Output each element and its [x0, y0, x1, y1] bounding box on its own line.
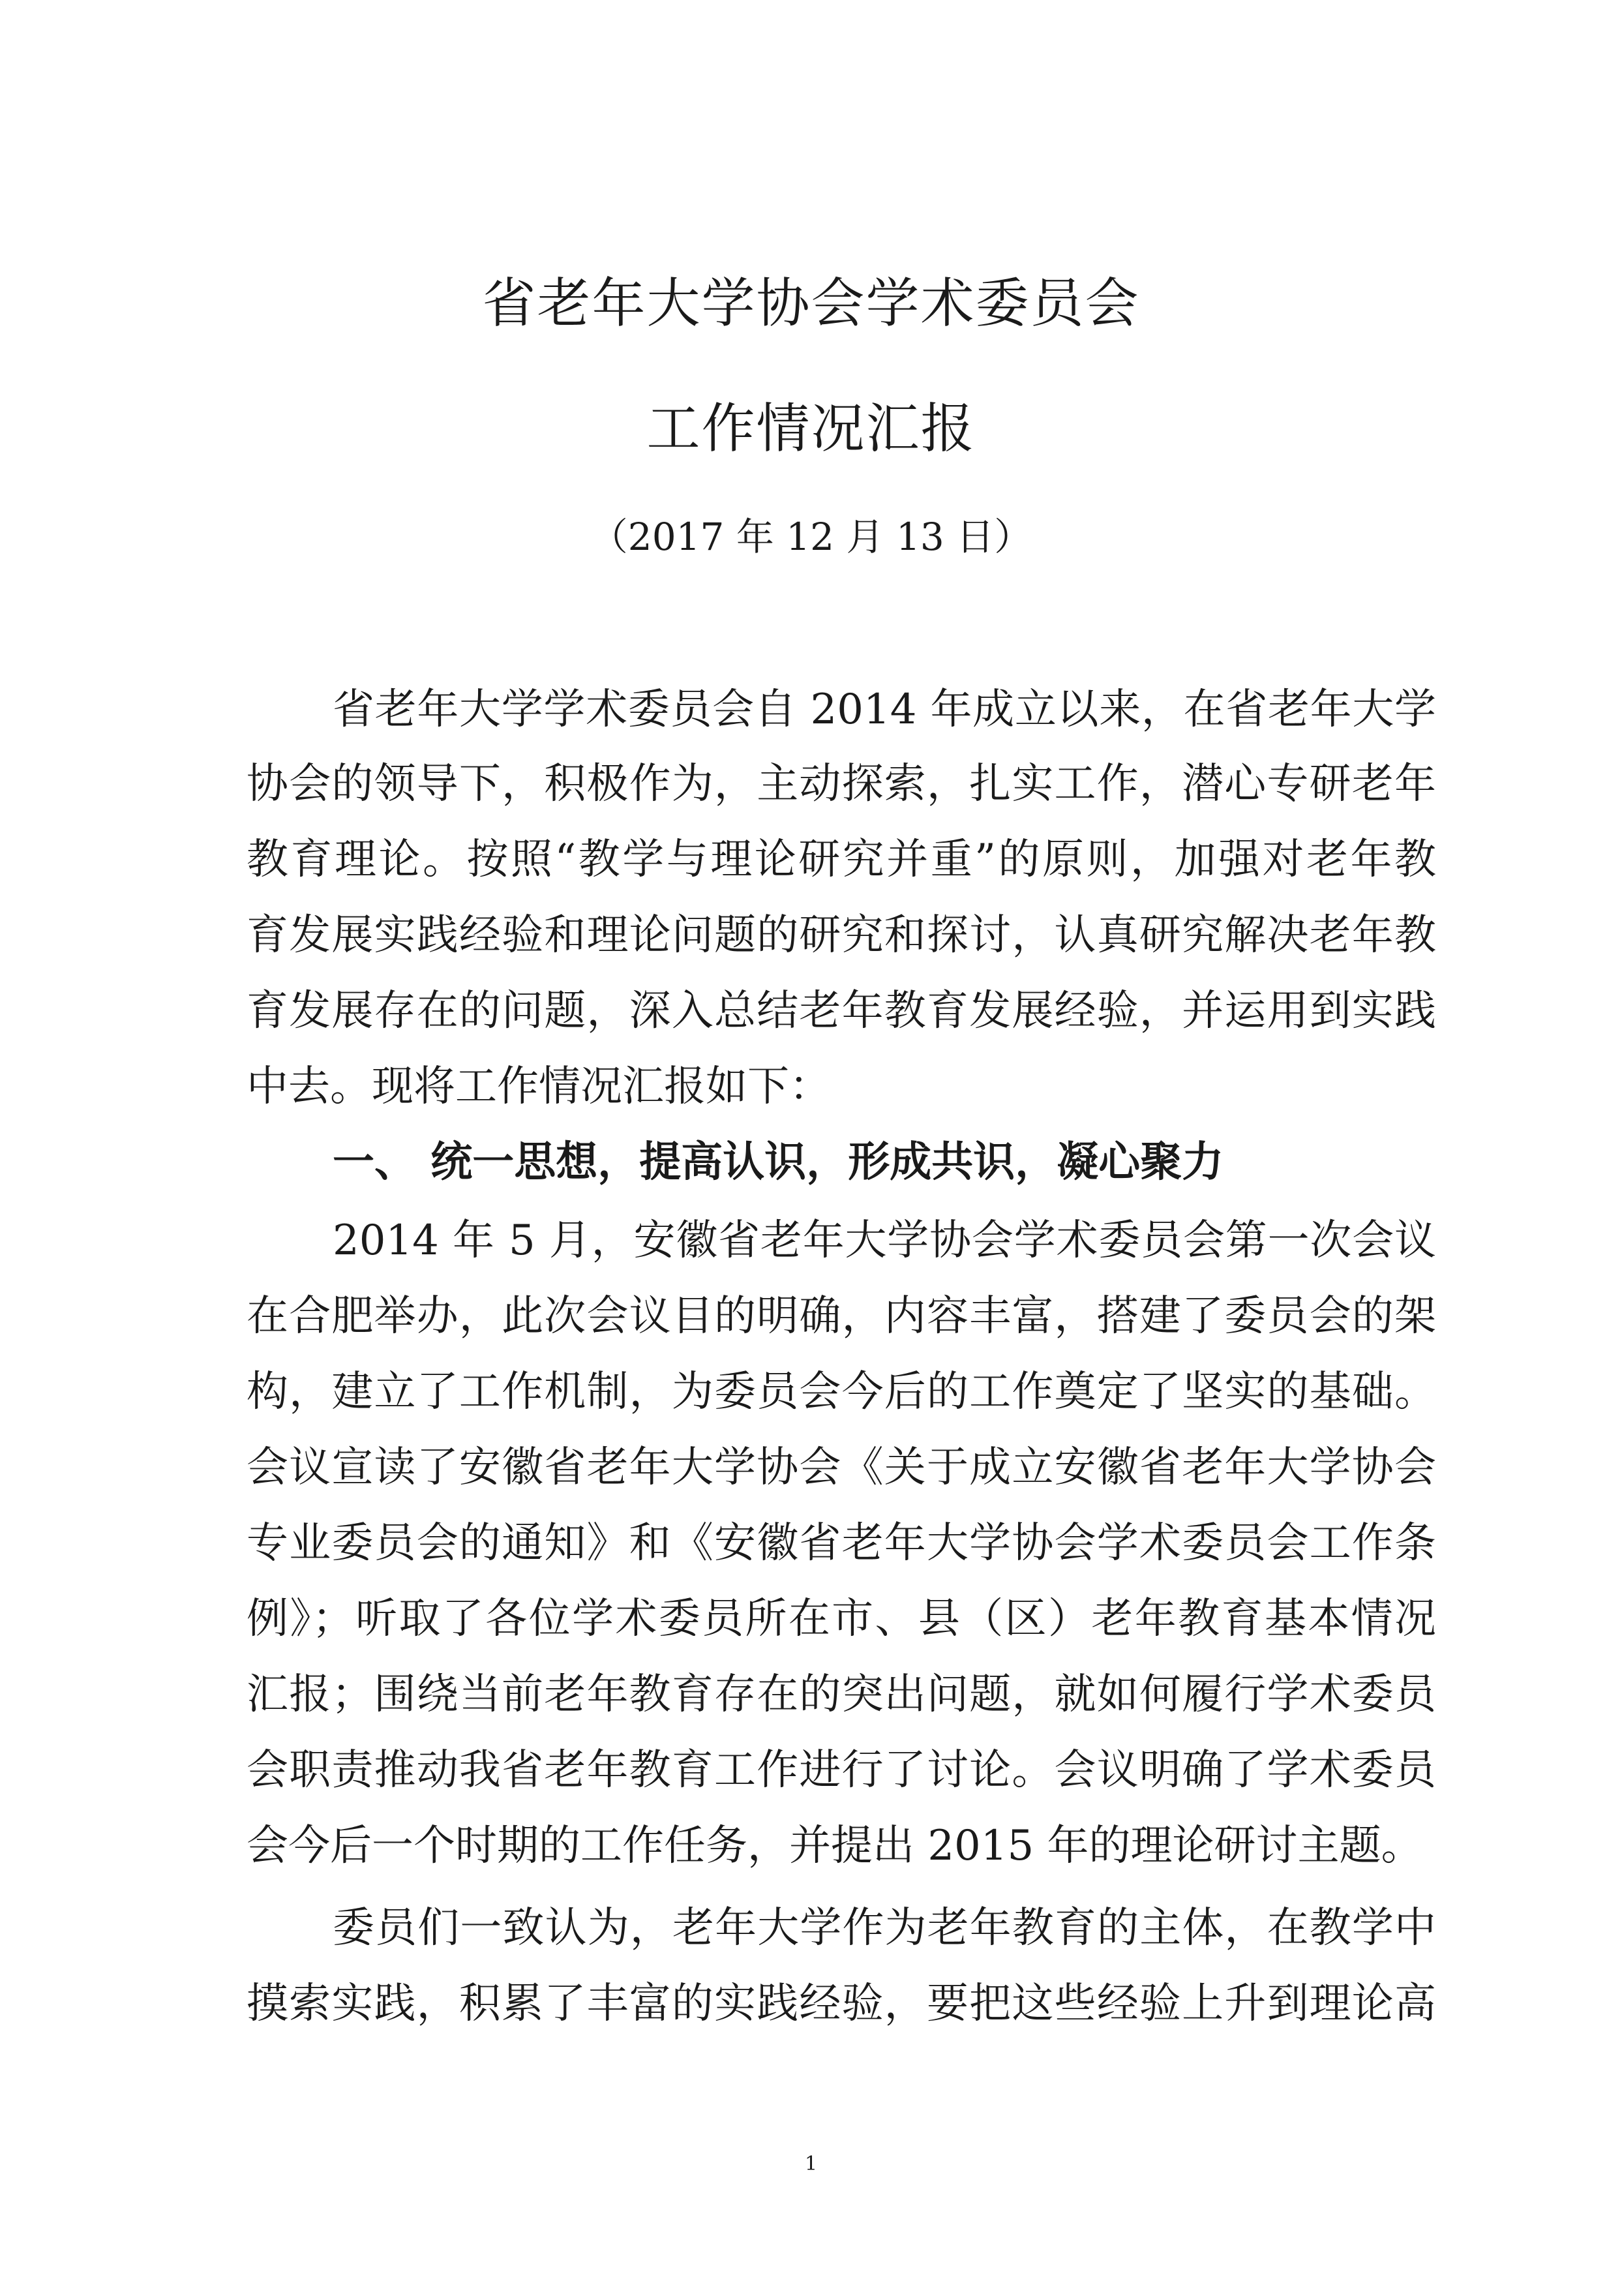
paragraph1-line: 协会的领导下，积极作为，主动探索，扎实工作，潜心专研老年 [247, 760, 1436, 808]
page-number: 1 [804, 2152, 818, 2175]
paragraph2-line: 构，建立了工作机制，为委员会今后的工作奠定了坚实的基础。 [247, 1368, 1436, 1416]
paragraph1-line: 育发展实践经验和理论问题的研究和探讨，认真研究解决老年教 [247, 911, 1436, 959]
paragraph2-line: 会议宣读了安徽省老年大学协会《关于成立安徽省老年大学协会 [247, 1443, 1436, 1492]
paragraph2-line: 会职责推动我省老年教育工作进行了讨论。会议明确了学术委员 [247, 1746, 1436, 1794]
paragraph2-line: 例》；听取了各位学术委员所在市、县（区）老年教育基本情况 [247, 1595, 1436, 1643]
paragraph1-line: 教育理论。按照“教学与理论研究并重”的原则，加强对老年教 [247, 836, 1436, 884]
document-title-line1: 省老年大学协会学术委员会 [482, 273, 1140, 335]
paragraph3-line: 委员们一致认为，老年大学作为老年教育的主体，在教学中 [333, 1904, 1436, 1952]
paragraph1-line: 中去。现将工作情况汇报如下： [247, 1063, 831, 1111]
paragraph1-line: 育发展存在的问题，深入总结老年教育发展经验，并运用到实践 [247, 987, 1436, 1035]
paragraph2-line: 在合肥举办，此次会议目的明确，内容丰富，搭建了委员会的架 [247, 1292, 1436, 1340]
paragraph3-line: 摸索实践，积累了丰富的实践经验，要把这些经验上升到理论高 [247, 1980, 1436, 2028]
document-title-line2: 工作情况汇报 [646, 398, 976, 460]
paragraph2-line: 2014 年 5 月，安徽省老年大学协会学术委员会第一次会议 [333, 1216, 1436, 1265]
document-date: （2017 年 12 月 13 日） [590, 515, 1032, 559]
paragraph2-line: 会今后一个时期的工作任务，并提出 2015 年的理论研讨主题。 [247, 1822, 1423, 1870]
paragraph1-line: 省老年大学学术委员会自 2014 年成立以来，在省老年大学 [333, 686, 1436, 734]
paragraph2-line: 专业委员会的通知》和《安徽省老年大学协会学术委员会工作条 [247, 1519, 1436, 1567]
section-heading: 一、 统一思想，提高认识，形成共识，凝心聚力 [333, 1138, 1224, 1186]
paragraph2-line: 汇报；围绕当前老年教育存在的突出问题，就如何履行学术委员 [247, 1670, 1436, 1719]
